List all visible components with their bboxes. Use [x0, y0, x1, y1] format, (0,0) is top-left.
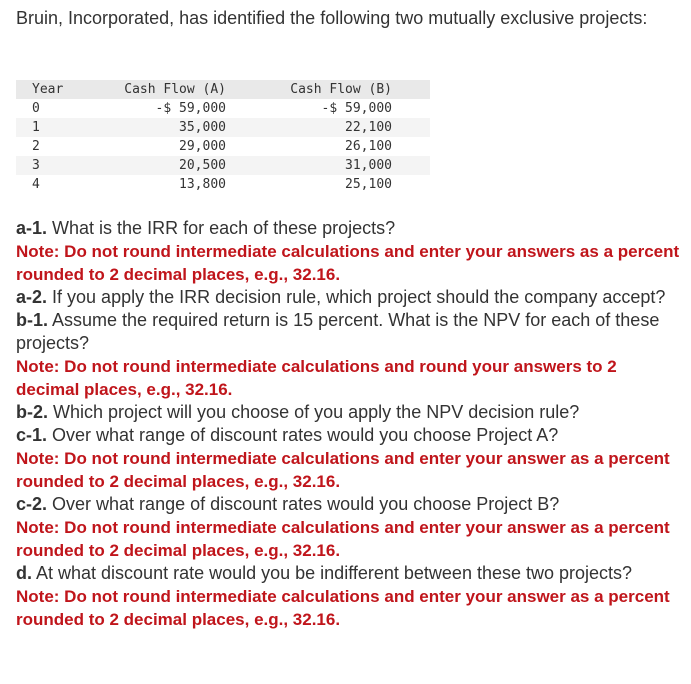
table-row [16, 137, 430, 156]
year-cell: 4 [32, 177, 40, 192]
question-label: b-1. [16, 310, 49, 330]
cash-flow-table [16, 80, 430, 194]
question-a1 [16, 217, 684, 240]
question-text: At what discount rate would you be indifferent between these two projects? [32, 563, 633, 583]
year-cell: 0 [32, 101, 40, 116]
cash-flow-b-cell: 31,000 [345, 158, 392, 173]
table-row [16, 175, 430, 194]
table-row [16, 118, 430, 137]
cash-flow-b-cell: 22,100 [345, 120, 392, 135]
questions-list [16, 217, 684, 631]
cash-flow-b-cell: -$ 59,000 [321, 101, 392, 116]
question-label: b-2. [16, 402, 49, 422]
question-label: a-2. [16, 287, 48, 307]
table-row [16, 99, 430, 118]
cash-flow-a-cell: 20,500 [179, 158, 226, 173]
header-cash-flow-a: Cash Flow (A) [124, 82, 226, 97]
year-cell: 1 [32, 120, 40, 135]
cash-flow-a-cell: -$ 59,000 [155, 101, 226, 116]
question-c1-note: Note: Do not round intermediate calculations and enter your answer as a percent rounded to 2 decimal places, e.g., 32.16. [16, 449, 670, 491]
question-c1 [16, 424, 684, 447]
question-b1 [16, 309, 684, 355]
header-cash-flow-b: Cash Flow (B) [290, 82, 392, 97]
question-c2-note: Note: Do not round intermediate calculations and enter your answer as a percent rounded to 2 decimal places, e.g., 32.16. [16, 518, 670, 560]
question-b1-note: Note: Do not round intermediate calculations and round your answers to 2 decimal places, e.g., 32.16. [16, 357, 617, 399]
year-cell: 2 [32, 139, 40, 154]
question-label: a-1. [16, 218, 48, 238]
question-text: Over what range of discount rates would you choose Project A? [47, 425, 559, 445]
question-a1-note: Note: Do not round intermediate calculations and enter your answers as a percent rounded to 2 decimal places, e.g., 32.16. [16, 242, 680, 284]
problem-intro: Bruin, Incorporated, has identified the following two mutually exclusive projects: [16, 8, 648, 28]
cash-flow-a-cell: 13,800 [179, 177, 226, 192]
question-d [16, 562, 684, 585]
cash-flow-b-cell: 25,100 [345, 177, 392, 192]
question-text: Over what range of discount rates would you choose Project B? [47, 494, 560, 514]
question-text: Assume the required return is 15 percent. What is the NPV for each of these projects? [16, 310, 660, 353]
question-label: c-1. [16, 425, 48, 445]
cash-flow-a-cell: 35,000 [179, 120, 226, 135]
header-year: Year [32, 82, 64, 97]
table-row [16, 156, 430, 175]
question-label: d. [16, 563, 32, 583]
cash-flow-b-cell: 26,100 [345, 139, 392, 154]
question-c2 [16, 493, 684, 516]
table-header-row [16, 80, 430, 99]
question-label: c-2. [16, 494, 48, 514]
cash-flow-a-cell: 29,000 [179, 139, 226, 154]
question-text: If you apply the IRR decision rule, which project should the company accept? [47, 287, 666, 307]
year-cell: 3 [32, 158, 40, 173]
question-text: What is the IRR for each of these projects? [47, 218, 396, 238]
question-d-note: Note: Do not round intermediate calculations and enter your answer as a percent rounded to 2 decimal places, e.g., 32.16. [16, 587, 670, 629]
question-text: Which project will you choose of you apply the NPV decision rule? [48, 402, 580, 422]
question-b2 [16, 401, 684, 424]
question-a2 [16, 286, 684, 309]
